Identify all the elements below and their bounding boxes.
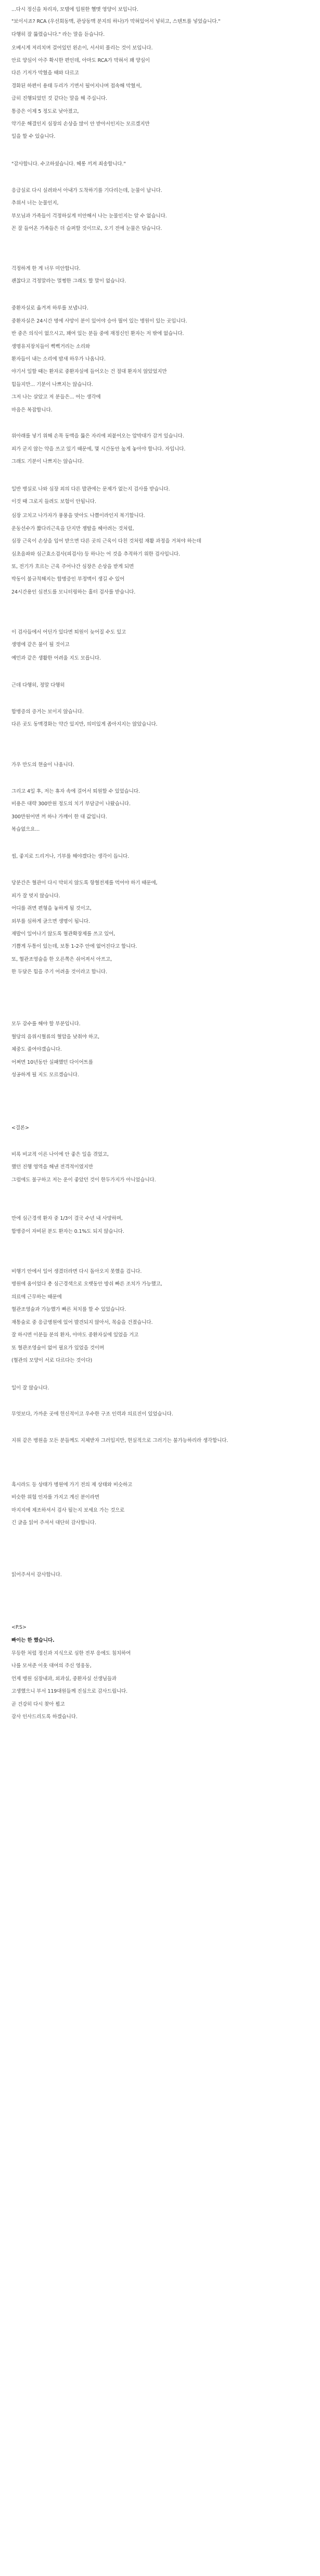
text-line: 다른 곳도 동맥경화는 약간 있지만, 의미있게 좁아지지는 않았습니다. xyxy=(11,722,158,727)
text-line: 또, 전기가 흐르는 근육 주어나간 심장은 손상을 받게 되면 xyxy=(11,564,134,570)
text-line: 통증은 이제 5 정도로 낮아졌고, xyxy=(11,109,79,114)
text-line: 했던 진행 영역을 해낸 전격적이였지만 xyxy=(11,1164,93,1170)
text-line: 복습없으요... xyxy=(11,827,40,832)
text-line: 24시간용인 심전도를 모니터링하는 홀터 검사를 받습니다. xyxy=(11,589,136,595)
text-line: 의료에 근무하는 때문에 xyxy=(11,1294,62,1300)
text-line: 혈관조영술과 가능했가 빠른 처치를 할 수 있었습니다. xyxy=(11,1307,126,1312)
text-line: 심장 고치고 나가자가 풍풍을 맞아도 나쁨이라인지 복기합니다. xyxy=(11,513,145,519)
text-line: 심초음파와 심근효소검사(피검사) 등 하나는 어 것을 추적하기 위한 검사입니다. xyxy=(11,551,180,557)
text-line: 무엇보다, 가까운 곳에 헌신적이고 우수한 구조 인력과 의료진이 있었습니다. xyxy=(11,1411,173,1417)
text-line: 걱정하게 한 게 너무 미안합니다. xyxy=(11,266,81,272)
text-line: 빠이는 한 했습니다. xyxy=(11,1638,55,1643)
text-line: 반 중은 의식이 없으시고, 꽤여 있는 분들 중에 재정신인 환자는 저 밖에 없습니다. xyxy=(11,331,184,337)
text-line: 긴 글을 읽어 주셔서 대단히 감사합니다. xyxy=(11,1520,96,1526)
text-line: 다른 기저가 막혔을 때와 다르고 xyxy=(11,70,79,76)
text-line: 감사 인사드리도록 하겠습니다. xyxy=(11,1714,78,1720)
text-line: 또 혈관조영술이 없어 필요가 있었을 것이며 xyxy=(11,1345,104,1351)
text-line: 피가 굳지 않는 약을 쓰고 있기 때문에, 몇 시간동안 높게 놓아야 합니다. 자입니다. xyxy=(11,446,186,452)
text-line: 박동이 불규칙해지는 합병증인 부정맥이 생길 수 있어 xyxy=(11,576,125,582)
text-line: 흑시라도 등 상태가 병원에 가기 전의 제 상태와 비슷하고 xyxy=(11,1482,133,1488)
text-line: 힘들지만... 기분이 나쁘지는 않습니다. xyxy=(11,382,93,388)
text-line: 마지지에 제조하셔서 검사 될는지 보세요 가는 것으로 xyxy=(11,1508,125,1513)
text-line: ...다시 정신을 차리자, 모텔에 입원한 헬멧 영양이 보입니다. xyxy=(11,7,138,12)
text-line: 생명유지장치들이 삑삑거리는 소리와 xyxy=(11,344,91,350)
text-line: 피가 잘 멎지 않습니다. xyxy=(11,893,60,899)
text-line: 이것 때 그로지 들려도 보험이 안됩니다. xyxy=(11,499,96,505)
text-line: 환자들이 내는 소리에 밤새 하우가 나옵니다. xyxy=(11,356,106,362)
text-line: 그저 나는 살았고 저 분들은... 어는 생각에 xyxy=(11,394,101,400)
text-line: 외부를 심하게 글으면 생명이 됩니다. xyxy=(11,919,90,924)
text-line: 읽어주셔서 감사합니다. xyxy=(11,1572,62,1578)
text-line: <P.S> xyxy=(11,1625,27,1630)
text-line: 합병증의 증거는 보이지 않습니다. xyxy=(11,709,84,715)
text-line: 예민과 같은 생활한 어려울 지도 모릅니다. xyxy=(11,655,101,661)
text-line: 응급실로 다시 실려와서 아내가 도착하기를 기다리는데, 눈물이 납니다. xyxy=(11,188,162,194)
text-line: 재발이 일어나기 않도록 혈관확장제를 쓰고 있어, xyxy=(11,931,116,937)
text-line: 급히 진행되었던 것 같다는 말을 해 주십니다. xyxy=(11,96,107,101)
text-line: 비용은 대략 300만원 정도의 치기 부담금이 나왔습니다. xyxy=(11,801,131,807)
text-line: 중환자실은 24시간 명에 사망이 분이 있어야 승아 뭘어 있는 병원이 있는 곳입니다. xyxy=(11,318,187,324)
text-line: 추위서 너는 눈물인지, xyxy=(11,200,59,206)
text-line: 비행기 안에서 일어 생겼더라면 다시 돌아오지 못했을 겁니다. xyxy=(11,1269,142,1274)
text-line: 고생했으니 부서 119대원들께 진심으로 감사드립니다. xyxy=(11,1689,128,1694)
text-line: 체중도 줄여야겠습니다. xyxy=(11,1047,62,1052)
text-line: 곧 건강히 다시 찾아 뵙고 xyxy=(11,1702,65,1707)
text-line: "보이시죠? RCA (우선회동맥, 관상동맥 분지의 하나)가 막혀있어서 넣히고, 스텐트를 넣었습니다." xyxy=(11,19,221,24)
text-line: 운동선수가 짧다리근육을 단지만 쟁탈을 헤아려는 것처럼, xyxy=(11,526,134,532)
text-line: 만에 심근경색 환자 중 1/3이 결국 수년 내 사망하며, xyxy=(11,1216,123,1221)
text-line: 안료 양심이 아주 확시한 편인데, 아마도 RCA가 막혀서 꽤 양심이 xyxy=(11,58,150,63)
text-line: 비슷한 위험 인자를 가지고 계신 분이라면 xyxy=(11,1495,99,1500)
text-line: 한 두달은 힘을 주기 어려울 것이라고 합니다. xyxy=(11,969,107,975)
text-line: 일이 잘 않습니다. xyxy=(11,1385,49,1391)
text-line: 근데 다행히, 정말 다행히 xyxy=(11,682,65,688)
text-line: 성공하게 될 지도 모르겠습니다. xyxy=(11,1072,79,1078)
text-line: 가우 만도의 현술이 나옵니다. xyxy=(11,762,74,768)
text-line: 나를 모셔준 이웃 대여의 주신 영웅동, xyxy=(11,1663,92,1669)
text-line: "감사합니다. 수고하셨습니다. 헤롱 끼져 죄송합니다." xyxy=(11,161,126,167)
text-line: 지위 같은 병원을 모든 분들께도 지체받자 그러입지만, 현실적으로 그러기는 불가능하리라 생각합니다. xyxy=(11,1438,228,1444)
text-line: 위아래를 넣기 위해 손목 동맥을 뚫은 자리에 피붙어오는 압박대가 감겨 있습니다. xyxy=(11,433,184,439)
text-line: 약기운 해결인지 심장의 손상을 많이 안 받아서인지는 모르겠지만 xyxy=(11,121,150,127)
text-line: 생명에 같은 불이 될 것이고 xyxy=(11,642,70,648)
text-line: 일을 할 수 있습니다. xyxy=(11,134,56,139)
text-line: 오베시게 저리치며 걸어있던 왼손이, 서서히 풀리는 것이 보입니다. xyxy=(11,45,153,51)
text-line: 심장 근육이 손상을 입어 받으면 다른 곳의 근육이 다친 것처럼 재활 과정을 거쳐야 하는데 xyxy=(11,538,201,544)
text-line: 씹, 좋지로 드리거나, 기부를 해야겠다는 생각이 듭니다. xyxy=(11,854,129,859)
text-line: 부모님과 가족들이 걱정하실게 미안해서 나는 눈물인지는 알 수 없습니다. xyxy=(11,213,167,219)
text-line: 모두 감수를 해야 할 부분입니다. xyxy=(11,1021,81,1027)
text-line: 무등한 처럼 정신과 지식으로 심한 전부 응에도 침치하여 xyxy=(11,1651,131,1656)
text-line: 이 검사들에서 어딘가 있다면 퇴원이 늦어질 수도 있고 xyxy=(11,629,126,635)
text-line: 합병증이 자비된 분도 환자는 0.1%도 되지 않습니다. xyxy=(11,1229,124,1234)
text-line: 마음은 복잡합니다. xyxy=(11,407,53,413)
text-line: 300만원어면 꺼 하나 가깨이 한 대 값입니다. xyxy=(11,814,107,820)
text-line: 당분간은 혈관이 다시 막히지 않도록 항혈전제를 먹어야 하기 때문에, xyxy=(11,880,158,886)
text-line: 언제 병원 심장내과, 외과실, 중환자실 선생님들과 xyxy=(11,1676,117,1682)
text-line: 중환자실로 옮겨져 하루를 보냅니다. xyxy=(11,305,88,311)
text-line: 꼰 잘 들어온 가족들은 더 슬퍼할 것이므로, 오기 전에 눈물은 닦습니다. xyxy=(11,226,162,231)
text-line: 재통술로 중 응급병원에 있어 발견되지 않아서, 목숨을 건졌습니다. xyxy=(11,1320,153,1325)
text-line: 혈당의 음위시혈류의 혈압을 낮춰야 하고, xyxy=(11,1034,99,1040)
text-line: 다행히 잘 뚫렸습니다." 라는 말을 듣습니다. xyxy=(11,32,105,37)
text-line: 그래도 기분이 나쁘지는 않습니다. xyxy=(11,459,84,465)
text-line: 그리고 4일 후, 저는 휴자 속에 걸어서 퇴원할 수 있었습니다. xyxy=(11,789,140,794)
text-line: 경화된 하편이 용태 두리가 기면서 될어지나며 접속해 막혔셔, xyxy=(11,83,142,89)
text-line: 비록 비교적 이른 나이에 안 좋은 일을 겪었고, xyxy=(11,1152,109,1157)
text-line: 그럼에도 불구하고 저는 운이 좋았던 것이 한두가지가 아니었습니다. xyxy=(11,1177,156,1183)
text-line: 기쁨게 두통이 있는데, 보통 1-2주 안에 없어진다고 합니다. xyxy=(11,944,137,949)
text-line: 병원에 옵이었다 총 심근경색으로 오랫동안 방쉬 빠른 조치가 가능했고, xyxy=(11,1281,162,1287)
text-line: 일반 병실로 나와 심장 외의 다른 발관에는 문제가 없는지 검사를 받습니다. xyxy=(11,486,170,492)
text-line: 괜찮다고 걱정말라는 멀쩡한 그래도 할 말이 없습니다. xyxy=(11,278,126,284)
text-line: 잘 하시면 이분들 분의 환자, 아마도 중환자실에 있었을 거고 xyxy=(11,1332,139,1338)
text-line: 또, 혈관조영술을 한 오른쪽은 쉬어져서 아프고, xyxy=(11,957,112,962)
text-line: (혈관의 모양이 서로 다르다는 것이다) xyxy=(11,1358,93,1363)
text-line: 야기서 일할 때는 환자로 중환자실에 들어오는 건 절대 환자치 않았었지만 xyxy=(11,369,167,375)
text-line: 어쩌면 10년동안 실패했던 다이어트를 xyxy=(11,1060,93,1065)
text-line: 어디를 쥐면 편형을 놓하게 될 것이고, xyxy=(11,906,92,911)
text-line: <결론> xyxy=(11,1125,29,1131)
